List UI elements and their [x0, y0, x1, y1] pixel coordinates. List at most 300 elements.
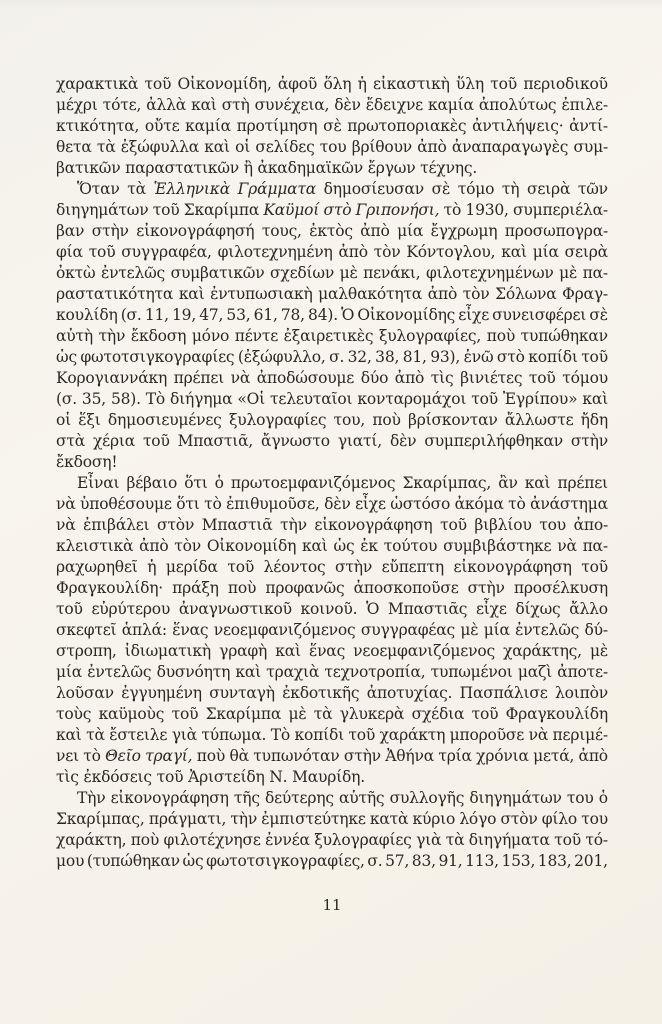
text-word: πράξη: [172, 579, 219, 597]
text-word: 11,: [144, 306, 169, 324]
text-word: συμβιβάστηκε: [443, 537, 552, 555]
book-title-word: Γριπονήσι,: [355, 201, 440, 219]
text-word: στὴν: [570, 432, 608, 450]
text-word: πα-: [582, 537, 608, 555]
text-word: συνέχεια,: [254, 96, 330, 114]
text-word: στροπη,: [56, 642, 117, 660]
text-word: συγγραφέα,: [121, 243, 212, 261]
text-word: τόμου: [562, 369, 608, 387]
book-title-word: Καϋμοί: [263, 201, 320, 219]
text-word: τοὺς: [56, 705, 92, 723]
text-word: ξυλογραφίες,: [378, 327, 482, 345]
text-word: τὰ: [313, 705, 333, 723]
text-word: εἶχε: [475, 600, 507, 618]
text-word: 91,: [438, 852, 463, 870]
text-word: ἄλλο: [569, 600, 608, 618]
text-word: στὴν: [91, 222, 129, 240]
text-word: ἕνας: [172, 621, 209, 639]
text-word: αὐτῆς: [338, 789, 385, 807]
text-word: Σόλωνα: [495, 285, 557, 303]
text-word: τοῦ: [490, 75, 517, 93]
text-word: τραχιὰ: [266, 663, 320, 681]
text-line: [56, 116, 608, 137]
text-word: μόνο: [191, 327, 230, 345]
text-word: διηγημάτων: [469, 789, 562, 807]
text-word: καὶ: [235, 663, 262, 681]
text-word: κοπίδι: [528, 348, 578, 366]
text-word: ἐντυπωσιακὴ: [210, 285, 313, 303]
text-word: ἀποτυχίας.: [366, 684, 453, 702]
text-word: τὸ: [83, 747, 101, 765]
text-word: φιλοτεχνημένων: [426, 264, 554, 282]
text-word: κουλίδη: [56, 306, 118, 324]
book-title-word: στὸ: [323, 201, 352, 219]
text-word: ἐντελῶς: [100, 264, 166, 282]
text-word: Σκαρίμπας,: [56, 810, 145, 828]
text-word: κοπίδι: [294, 726, 344, 744]
text-word: χαράκτη: [379, 726, 446, 744]
text-line: [56, 725, 608, 746]
text-word: τοῦ: [348, 726, 376, 744]
text-word: ἀφοῦ: [277, 75, 318, 93]
text-word: νει: [56, 747, 79, 765]
text-word: Σκαρίμπας,: [402, 474, 492, 492]
text-word: προσέλκυση: [513, 579, 608, 597]
text-word: θὰ: [229, 747, 249, 765]
book-title-word: Ἑλληνικὰ: [153, 180, 230, 198]
text-word: Τὸ: [270, 726, 291, 744]
text-word: τοῦ: [554, 831, 581, 849]
text-word: εἶχε: [458, 306, 490, 324]
scan-edge-shadow: [0, 0, 662, 9]
text-word: ἰδιωματικὴ: [124, 642, 212, 660]
text-word: ποὺ: [196, 747, 226, 765]
text-word: φωτοτσιγκογραφίες,: [206, 852, 365, 870]
text-word: δημοσίευσαν: [323, 180, 425, 198]
text-word: ἕνας: [308, 642, 346, 660]
text-word: λοιπὸν: [554, 684, 608, 702]
text-word: ὡς: [56, 348, 77, 366]
text-word: προσωπογρα-: [504, 222, 608, 240]
text-word: ἐννέα: [265, 831, 310, 849]
text-word: του: [539, 516, 566, 534]
text-word: συμ-: [573, 138, 608, 156]
text-word: ἔγχρωμη: [430, 222, 498, 240]
text-line: [56, 368, 608, 389]
text-word: βιβλίου: [474, 516, 532, 534]
text-word: ἀποτε-: [557, 663, 608, 681]
text-word: ἐγγυημένη: [121, 684, 202, 702]
text-word: συμβατικῶν: [170, 264, 265, 282]
text-word: τὸν: [462, 285, 490, 303]
text-word: φιλοτέχνησε: [163, 831, 261, 849]
text-word: ἐκτὸς: [309, 222, 353, 240]
text-word: καὶ: [56, 726, 82, 744]
text-word: σελίδες: [255, 138, 315, 156]
text-line: [56, 515, 608, 536]
text-line: [56, 851, 608, 872]
text-word: του: [319, 138, 347, 156]
text-word: νὰ: [56, 516, 76, 534]
text-line: [56, 704, 608, 725]
text-word: Φραγκουλίδη·: [56, 579, 164, 597]
text-line: [56, 473, 608, 494]
text-word: Οἰκονομίδη: [206, 537, 297, 555]
text-word: ἀνάστημα: [530, 495, 608, 513]
text-word: φία: [56, 243, 83, 261]
text-word: μία: [56, 663, 83, 681]
text-line: [56, 431, 608, 452]
text-word: 19,: [172, 306, 197, 324]
text-word: εἰκαστικὴ: [373, 75, 450, 93]
text-word: (τυπώθηκαν: [86, 852, 180, 870]
text-word: τεχνοτροπία,: [324, 663, 426, 681]
text-word: Ὅταν: [77, 180, 120, 198]
text-word: ὁ: [598, 789, 608, 807]
text-word: ὀκτὼ: [56, 264, 96, 282]
text-word: γιατί,: [337, 432, 383, 450]
text-word: 201,: [574, 852, 608, 870]
text-word: ἀποσκοποῦσε: [353, 579, 459, 597]
text-word: νὰ: [56, 495, 76, 513]
text-word: Φραγ-: [562, 285, 608, 303]
text-word: τότε,: [102, 96, 142, 114]
text-word: νὰ: [230, 369, 251, 387]
text-word: συγγραφέας: [360, 621, 456, 639]
text-word: φωτοτσιγκογραφίες: [80, 348, 235, 366]
text-word: λοῦσαν: [56, 684, 114, 702]
text-word: πρέπει: [557, 474, 608, 492]
text-word: σειρὰ: [526, 180, 571, 198]
text-word: 83,: [411, 852, 436, 870]
text-word: ποὺ: [372, 411, 401, 429]
text-word: καμία: [428, 96, 474, 114]
text-word: τὶς: [430, 369, 454, 387]
text-word: τὸ: [204, 495, 222, 513]
text-word: αὐτὴ: [56, 327, 93, 345]
text-word: μαζὶ: [517, 663, 553, 681]
text-word: τυπωμένοι: [430, 663, 513, 681]
text-word: γιὰ: [171, 726, 197, 744]
text-line: [56, 599, 608, 620]
text-word: «Οἱ: [237, 390, 266, 408]
text-line: [56, 662, 608, 683]
text-word: τελευταῖοι: [270, 390, 353, 408]
text-word: βρίσκονταν: [407, 411, 498, 429]
text-word: λόγο: [459, 810, 497, 828]
text-line: [56, 452, 608, 473]
text-word: 93),: [430, 348, 461, 366]
text-word: στὸ: [496, 348, 525, 366]
text-word: εὐρύτερου: [91, 600, 171, 618]
text-word: κύριο: [412, 810, 456, 828]
text-word: βαν: [56, 222, 85, 240]
text-word: προφανῶς: [265, 579, 345, 597]
text-word: στὴν: [335, 558, 373, 576]
text-word: ἀπὸ: [394, 369, 425, 387]
text-word: γιὰ: [416, 831, 442, 849]
text-line: [56, 788, 608, 809]
text-word: κατὰ: [369, 810, 409, 828]
text-word: συμπεριέλα-: [513, 201, 608, 219]
text-word: χέρια: [92, 432, 136, 450]
text-word: τοῦ: [471, 390, 498, 408]
book-title-word: Θεῖο: [105, 747, 141, 765]
text-word: μου: [56, 852, 85, 870]
text-word: Κόντογλου,: [406, 243, 496, 261]
text-word: ἐντελῶς: [515, 621, 580, 639]
text-line: [56, 74, 608, 95]
text-word: ἡ: [147, 558, 157, 576]
text-word: ἐμπιστεύτηκε: [261, 810, 366, 828]
text-word: οἱ: [235, 138, 251, 156]
text-word: μὲ: [339, 264, 358, 282]
text-word: Εἶναι: [77, 474, 120, 492]
text-line: [56, 347, 608, 368]
text-word: (σ.: [56, 390, 77, 408]
text-line: [56, 578, 608, 599]
text-word: ὅλη: [323, 75, 352, 93]
text-word: Ἀθήνα: [385, 747, 434, 765]
text-word: τὴ: [501, 180, 520, 198]
text-word: ἔστειλε: [109, 726, 168, 744]
text-word: καὶ: [178, 285, 205, 303]
text-word: διηγήματα: [468, 831, 550, 849]
text-word: νὰ: [557, 537, 577, 555]
text-word: ὕλη: [456, 75, 484, 93]
text-line: [56, 683, 608, 704]
text-word: κοινοῦ.: [300, 600, 358, 618]
text-word: καὶ: [275, 642, 301, 660]
text-word: βινιέτες: [460, 369, 523, 387]
text-word: 61,: [253, 306, 278, 324]
text-word: εἰκονογράφηση: [453, 558, 572, 576]
text-word: εἰκονογράφηση: [110, 789, 229, 807]
text-word: γλυκερὰ: [339, 705, 405, 723]
text-word: 35,: [81, 390, 106, 408]
text-word: ἀπο-: [573, 516, 608, 534]
text-word: τοῦ: [471, 705, 499, 723]
text-word: τοῦ: [581, 348, 608, 366]
text-word: τὸ: [443, 201, 462, 219]
text-word: στὰ: [56, 432, 86, 450]
text-word: τὴν: [280, 516, 307, 534]
text-word: πέντε: [234, 327, 279, 345]
text-word: μία: [397, 222, 424, 240]
text-word: ἀπὸ: [338, 243, 368, 261]
text-line: [56, 95, 608, 116]
text-word: σὲ: [323, 117, 342, 135]
text-word: Οἰκονομίδης: [357, 306, 456, 324]
text-word: μία: [532, 243, 559, 261]
text-word: Ἐγρίπου»: [502, 390, 578, 408]
text-word: πενάκι,: [363, 264, 421, 282]
text-line: [56, 389, 608, 410]
text-word: τους,: [261, 222, 302, 240]
text-word: ἁπλά:: [121, 621, 167, 639]
text-word: εἰκονογράφησή: [136, 222, 255, 240]
text-word: διηγημάτων: [56, 201, 149, 219]
text-word: καὶ: [501, 243, 527, 261]
text-word: ὡς: [182, 852, 204, 870]
text-word: δύο: [360, 369, 389, 387]
text-word: τούτου: [383, 537, 438, 555]
text-word: ἀναγνωστικοῦ: [178, 600, 292, 618]
text-word: ἔδειχνε: [365, 96, 423, 114]
text-word: εἶχε: [355, 495, 386, 513]
text-line: [56, 242, 608, 263]
text-word: χαρακτικὰ: [56, 75, 139, 93]
text-word: Ὁ: [341, 306, 355, 324]
text-word: 113,: [465, 852, 499, 870]
text-word: στὴ: [221, 96, 250, 114]
text-line: [56, 641, 608, 662]
text-word: τοῦ: [528, 369, 556, 387]
text-word: τυπώθηκαν: [520, 327, 608, 345]
text-word: Μπαστιᾶ,: [177, 432, 254, 450]
text-word: τοῦ: [440, 516, 467, 534]
text-word: περιοδικοῦ: [523, 75, 608, 93]
text-word: 57,: [385, 852, 410, 870]
text-word: τοῦ: [152, 201, 180, 219]
text-word: δὲν: [324, 495, 351, 513]
text-line: [56, 158, 608, 179]
text-word: ραστατικότητα: [56, 285, 174, 303]
text-line: [56, 830, 608, 851]
text-word: ἄγνωστο: [261, 432, 330, 450]
text-word: σ.: [367, 852, 383, 870]
text-word: μερίδα: [165, 558, 218, 576]
text-word: διήγημα: [170, 390, 233, 408]
text-word: δὲν: [389, 432, 417, 450]
text-word: του: [581, 810, 608, 828]
text-word: βέβαιο: [126, 474, 178, 492]
text-word: τύπωμα.: [201, 726, 267, 744]
text-word: κτικότητα,: [56, 117, 140, 135]
text-word: νεοεμφανιζόμενος: [213, 621, 356, 639]
text-run: τὶς ἐκδόσεις τοῦ Ἀριστείδη Ν. Μαυρίδη.: [56, 768, 365, 786]
text-word: δίχως: [515, 600, 561, 618]
text-run: ἔκδοση!: [56, 453, 118, 471]
text-word: τοῦ: [227, 558, 255, 576]
text-word: τὸν: [174, 537, 202, 555]
text-word: 84).: [308, 306, 338, 324]
text-word: τόμο: [457, 180, 495, 198]
text-line: [56, 179, 608, 200]
text-word: ὑποθέσουμε: [79, 495, 172, 513]
text-word: μὲ: [589, 642, 608, 660]
text-word: δεύτερης: [264, 789, 334, 807]
text-word: καὶ: [524, 474, 551, 492]
text-word: Οἰκονομίδη,: [177, 75, 272, 93]
text-word: ἔκδοση: [130, 327, 187, 345]
text-word: ἐπιθυμοῦσε,: [226, 495, 320, 513]
text-word: συλλογῆς: [389, 789, 465, 807]
text-word: λέοντος: [263, 558, 326, 576]
text-word: περιμέ-: [552, 726, 608, 744]
text-word: Πασπάλισε: [459, 684, 548, 702]
text-word: τὰ: [96, 138, 116, 156]
text-word: ἀπὸ: [578, 747, 608, 765]
text-word: χρόνια: [476, 747, 529, 765]
text-word: χαράκτη,: [56, 831, 127, 849]
text-word: 81,: [402, 348, 427, 366]
text-word: μαλθακότητα: [318, 285, 423, 303]
text-line: [56, 137, 608, 158]
page-number: 11: [322, 896, 342, 914]
text-word: ὡς: [333, 537, 355, 555]
text-line: [56, 536, 608, 557]
text-word: καὶ: [302, 537, 328, 555]
book-title-word: τραγί,: [145, 747, 193, 765]
text-word: σὲ: [431, 180, 451, 198]
text-word: νὰ: [528, 726, 549, 744]
text-word: πα-: [582, 264, 608, 282]
text-word: δὲν: [334, 96, 361, 114]
text-block: [56, 74, 608, 872]
text-run: βατικῶν παραστατικῶν ἢ ἀκαδημαϊκῶν ἔργων τέχνης.: [56, 159, 478, 177]
text-word: τὸν: [373, 243, 401, 261]
text-line: [56, 200, 608, 221]
text-word: ἐπιλε-: [561, 96, 608, 114]
text-word: ἀποδώσουμε: [256, 369, 355, 387]
text-word: τὴν: [98, 327, 126, 345]
text-word: τυπωνόταν: [253, 747, 340, 765]
text-word: τὰ: [445, 831, 465, 849]
text-word: τρία: [438, 747, 472, 765]
text-word: φιλοτεχνημένη: [217, 243, 333, 261]
text-word: πρέπει: [173, 369, 225, 387]
text-word: 1930,: [465, 201, 509, 219]
text-word: ἐνῶ: [463, 348, 494, 366]
text-word: ἀπὸ: [360, 222, 390, 240]
text-line: [56, 746, 608, 767]
text-word: στὴν: [467, 579, 505, 597]
text-word: σχεδίων: [270, 264, 335, 282]
text-word: ἡ: [357, 75, 367, 93]
text-word: Τὴν: [77, 789, 106, 807]
book-title-word: Γράμματα: [237, 180, 316, 198]
text-word: τοῦ: [171, 705, 199, 723]
text-word: ἐξαιρετικὲς: [283, 327, 374, 345]
text-word: Μπαστιᾶ: [201, 516, 273, 534]
text-word: θετα: [56, 138, 92, 156]
text-line: [56, 809, 608, 830]
text-word: ἀναπαραγωγὲς: [451, 138, 569, 156]
text-word: γραφὴ: [219, 642, 268, 660]
text-word: ἀπὸ: [417, 138, 447, 156]
text-word: 183,: [537, 852, 572, 870]
text-word: τὰ: [127, 180, 146, 198]
text-word: συνεισφέρει: [492, 306, 587, 324]
text-word: μία: [483, 621, 510, 639]
text-line: [56, 767, 608, 788]
text-line: [56, 305, 608, 326]
text-word: εὔπεπτη: [381, 558, 444, 576]
text-word: ἀλλὰ: [146, 96, 187, 114]
text-word: 47,: [199, 306, 224, 324]
text-word: δημοσιευμένες: [107, 411, 222, 429]
text-word: ἀπὸ: [427, 285, 458, 303]
text-word: τοῦ: [56, 600, 83, 618]
text-line: [56, 557, 608, 578]
text-word: 32,: [347, 348, 372, 366]
text-word: Σκαρίμπα: [183, 201, 260, 219]
text-word: (σ.: [120, 306, 142, 324]
text-word: πρωτοεμφανιζόμενος: [230, 474, 396, 492]
text-word: δυσνόητη: [156, 663, 231, 681]
text-word: τῆς: [233, 789, 260, 807]
